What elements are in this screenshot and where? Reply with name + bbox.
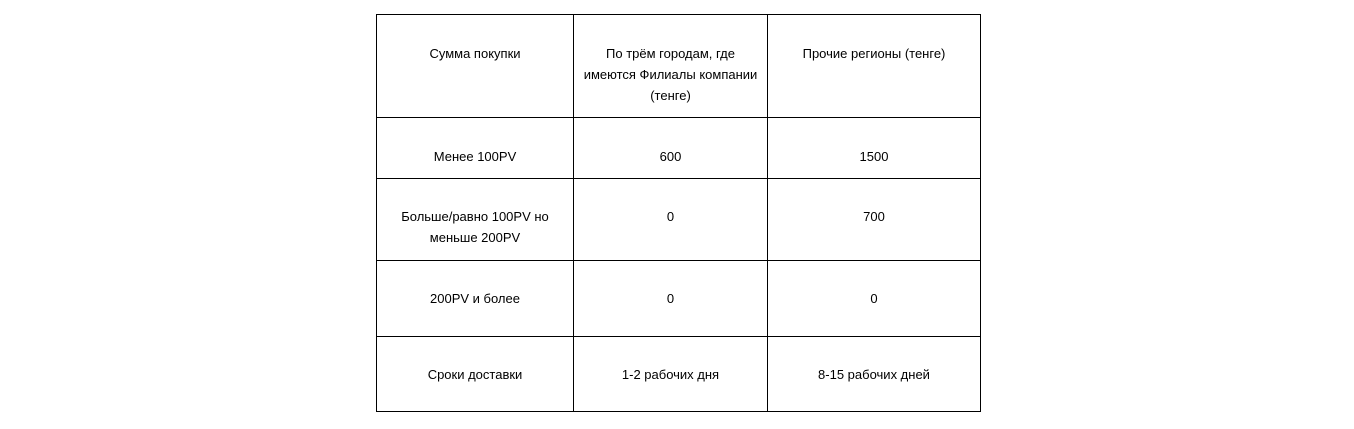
table-row (377, 118, 981, 179)
table-cell: Сроки доставки (377, 337, 574, 412)
table-header-row (377, 15, 981, 118)
table-row (377, 337, 981, 412)
table-row (377, 261, 981, 337)
table-cell: 1500 (768, 118, 981, 179)
header-cell-purchase-amount: Сумма покупки (377, 15, 574, 118)
table-row (377, 179, 981, 261)
table-cell: 700 (768, 179, 981, 261)
table-cell: 0 (574, 261, 768, 337)
header-cell-other-regions: Прочие регионы (тенге) (768, 15, 981, 118)
delivery-cost-table (376, 14, 981, 412)
table-cell: 1-2 рабочих дня (574, 337, 768, 412)
table-cell: 8-15 рабочих дней (768, 337, 981, 412)
table-cell: 0 (768, 261, 981, 337)
table-cell: Больше/равно 100PV но меньше 200PV (377, 179, 574, 261)
table-cell: Менее 100PV (377, 118, 574, 179)
header-cell-three-cities: По трём городам, где имеются Филиалы компании (тенге) (574, 15, 768, 118)
table-cell: 600 (574, 118, 768, 179)
table-cell: 200PV и более (377, 261, 574, 337)
table-cell: 0 (574, 179, 768, 261)
